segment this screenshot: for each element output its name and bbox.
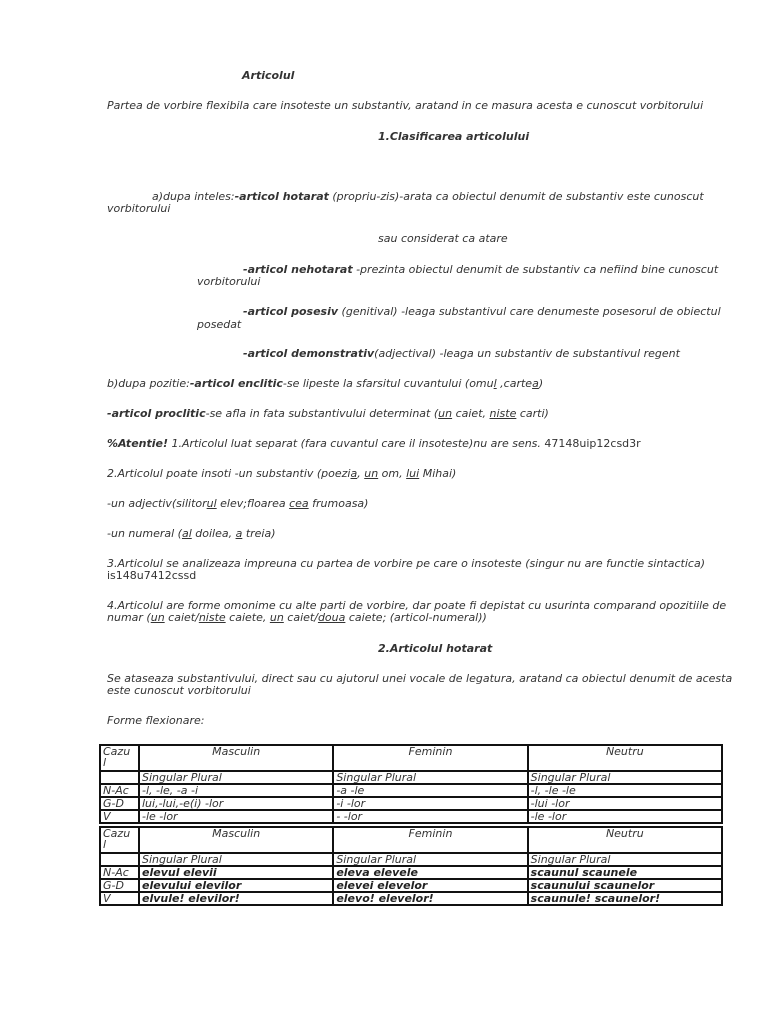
table-cell: -a -le [333, 784, 527, 797]
table-exemple [99, 826, 723, 906]
paren-genitival: (genitival) [338, 305, 398, 318]
text-close: ) [538, 377, 544, 390]
table-row [100, 866, 722, 879]
text-caiet-1: caiet/ [164, 611, 199, 624]
paragraph-insoti-substantiv [107, 468, 456, 480]
text-caiet-2: caiet/ [283, 611, 318, 624]
underline-un: un [438, 407, 453, 420]
term-articol-nehotarat: -articol nehotarat [243, 263, 353, 276]
table-cell: scaunului scaunelor [528, 879, 722, 892]
text-proclitic: -se afla in fata substantivului determinat ( [205, 407, 439, 420]
row-caz: G-D [100, 797, 139, 810]
table-cell: elevo! elevelor! [333, 892, 527, 905]
underline-un-om: un [364, 467, 379, 480]
paragraph-ataseaza: Se ataseaza substantivului, direct sau cu ajutorul unei vocale de legatura, aratand ca obiectul denumit de acesta [107, 672, 733, 685]
code-atentie: 47148uip12csd3r [540, 437, 641, 450]
table-cell: -le -lor [139, 810, 333, 823]
table-cell: elevul elevii [139, 866, 333, 879]
text-hotarat: -arata ca obiectul denumit de substantiv este cunoscut [399, 190, 704, 203]
underline-doua: doua [317, 611, 346, 624]
underline-a-treia: a [235, 527, 243, 540]
term-articol-demonstrativ: -articol demonstrativ [243, 347, 375, 360]
paragraph-ataseaza-cont: este cunoscut vorbitorului [107, 684, 251, 697]
text-om: om, [378, 467, 407, 480]
intro-paragraph: Partea de vorbire flexibila care insoteste un substantiv, aratand in ce masura acesta e cunoscut vorbitorului [107, 99, 704, 112]
header-masculin: Masculin [139, 827, 333, 853]
underline-a: a [532, 377, 539, 390]
text-elev: elev;floarea [216, 497, 290, 510]
table-cell: -le -lor [528, 810, 722, 823]
section-heading-articolul-hotarat: 2.Articolul hotarat [378, 642, 493, 655]
underline-l: l [493, 377, 497, 390]
underline-al: al [181, 527, 192, 540]
document-title: Articolul [242, 69, 295, 82]
row-caz: V [100, 892, 139, 905]
text-carte: ,carte [496, 377, 533, 390]
text-treia: treia) [242, 527, 276, 540]
table-cell: -lui -lor [528, 797, 722, 810]
section-heading-clasificare: 1.Clasificarea articolului [378, 130, 530, 143]
text-atentie: 1.Articolul luat separat (fara cuvantul care il insoteste)nu are sens. [168, 437, 541, 450]
table-cell: scaunule! scaunelor! [528, 892, 722, 905]
text-carti: carti) [516, 407, 549, 420]
table-cell: -l, -le -le [528, 784, 722, 797]
underline-lui: lui [406, 467, 420, 480]
paragraph-articol-nehotarat-cont: vorbitorului [197, 275, 261, 288]
paragraph-forme-omonime: 4.Articolul are forme omonime cu alte parti de vorbire, dar poate fi depistat cu usurinta comparand opozitiile de [107, 599, 727, 612]
header-feminin: Feminin [333, 745, 527, 771]
label-atentie: %Atentie! [107, 437, 168, 450]
text-demonstrativ: -leaga un substantiv de substantivul regent [436, 347, 680, 360]
text-numeral: -un numeral ( [107, 527, 182, 540]
paragraph-analizeaza: 3.Articolul se analizeaza impreuna cu partea de vorbire pe care o insoteste (singur nu are functie sintactica) [107, 557, 705, 570]
underline-un-1: un [150, 611, 165, 624]
subheader-neutru: Singular Plural [528, 771, 722, 784]
table-header-row [100, 745, 722, 771]
table-row [100, 879, 722, 892]
code-analizeaza: is148u7412cssd [107, 569, 197, 582]
header-masculin: Masculin [139, 745, 333, 771]
table-header-row [100, 827, 722, 853]
table-row [100, 810, 722, 823]
table-cell: -l, -le, -a -i [139, 784, 333, 797]
text-caiete-1: caiete, [225, 611, 270, 624]
subheader-neutru: Singular Plural [528, 853, 722, 866]
paragraph-atentie [107, 438, 641, 450]
table-desinente [99, 744, 723, 824]
text-mihai: Mihai) [419, 467, 457, 480]
paragraph-articol-hotarat-cont: vorbitorului [107, 202, 171, 215]
underline-cea: cea [289, 497, 309, 510]
text-numar: numar ( [107, 611, 151, 624]
header-caz: Cazu l [100, 827, 139, 853]
row-caz: G-D [100, 879, 139, 892]
paren-propriu-zis: (propriu-zis) [328, 190, 400, 203]
paragraph-articol-hotarat [152, 191, 704, 203]
underline-ul: ul [206, 497, 217, 510]
text-posesiv: -leaga substantivul care denumeste posesorul de obiectul [397, 305, 721, 318]
paragraph-articol-enclitic [107, 378, 543, 390]
term-articol-posesiv: -articol posesiv [243, 305, 339, 318]
text-caiet: caiet, [452, 407, 490, 420]
table-cell: elevului elevilor [139, 879, 333, 892]
subheader-masculin: Singular Plural [139, 771, 333, 784]
term-articol-proclitic: -articol proclitic [107, 407, 206, 420]
paragraph-adjectiv [107, 498, 368, 510]
paragraph-articol-posesiv [243, 306, 721, 318]
underline-un-2: un [269, 611, 284, 624]
row-caz: V [100, 810, 139, 823]
table-cell: eleva elevele [333, 866, 527, 879]
label-forme-flexionare: Forme flexionare: [107, 714, 205, 727]
paren-adjectival: (adjectival) [374, 347, 437, 360]
paragraph-numeral [107, 528, 276, 540]
table-cell: lui,-lui,-e(i) -lor [139, 797, 333, 810]
table-row [100, 892, 722, 905]
table-cell [100, 853, 139, 866]
subheader-masculin: Singular Plural [139, 853, 333, 866]
underline-a-poezia: a [350, 467, 358, 480]
row-caz: N-Ac [100, 866, 139, 879]
text-caiete-2: caiete; (articol-numeral)) [345, 611, 487, 624]
term-articol-enclitic: -articol enclitic [189, 377, 283, 390]
header-neutru: Neutru [528, 827, 722, 853]
table-subheader-row [100, 853, 722, 866]
label-b: b)dupa pozitie: [107, 377, 190, 390]
table-cell: -i -lor [333, 797, 527, 810]
text-doilea: doilea, [191, 527, 236, 540]
table-row [100, 797, 722, 810]
sau-considerat: sau considerat ca atare [378, 232, 508, 245]
text-enclitic: -se lipeste la sfarsitul cuvantului (omu [282, 377, 494, 390]
paragraph-articol-posesiv-cont: posedat [197, 318, 242, 331]
header-caz: Cazu l [100, 745, 139, 771]
table-cell: - -lor [333, 810, 527, 823]
underline-niste-2: niste [198, 611, 226, 624]
table-row [100, 784, 722, 797]
text-sep: , [357, 467, 365, 480]
subheader-feminin: Singular Plural [333, 853, 527, 866]
paragraph-articol-demonstrativ [243, 348, 680, 360]
header-feminin: Feminin [333, 827, 527, 853]
subheader-feminin: Singular Plural [333, 771, 527, 784]
label-a: a)dupa inteles: [152, 190, 235, 203]
row-caz: N-Ac [100, 784, 139, 797]
paragraph-articol-nehotarat [243, 264, 718, 276]
table-subheader-row [100, 771, 722, 784]
table-cell: elevei elevelor [333, 879, 527, 892]
text-nehotarat: -prezinta obiectul denumit de substantiv ca nefiind bine cunoscut [352, 263, 719, 276]
term-articol-hotarat: -articol hotarat [234, 190, 329, 203]
table-cell: scaunul scaunele [528, 866, 722, 879]
text-frumoasa: frumoasa) [308, 497, 369, 510]
underline-niste: niste [489, 407, 517, 420]
paragraph-forme-omonime-cont [107, 612, 487, 624]
paragraph-articol-proclitic [107, 408, 549, 420]
header-neutru: Neutru [528, 745, 722, 771]
table-cell: elvule! elevilor! [139, 892, 333, 905]
text-insoti: 2.Articolul poate insoti -un substantiv (poezi [107, 467, 351, 480]
table-cell [100, 771, 139, 784]
text-adjectiv: -un adjectiv(silitor [107, 497, 207, 510]
